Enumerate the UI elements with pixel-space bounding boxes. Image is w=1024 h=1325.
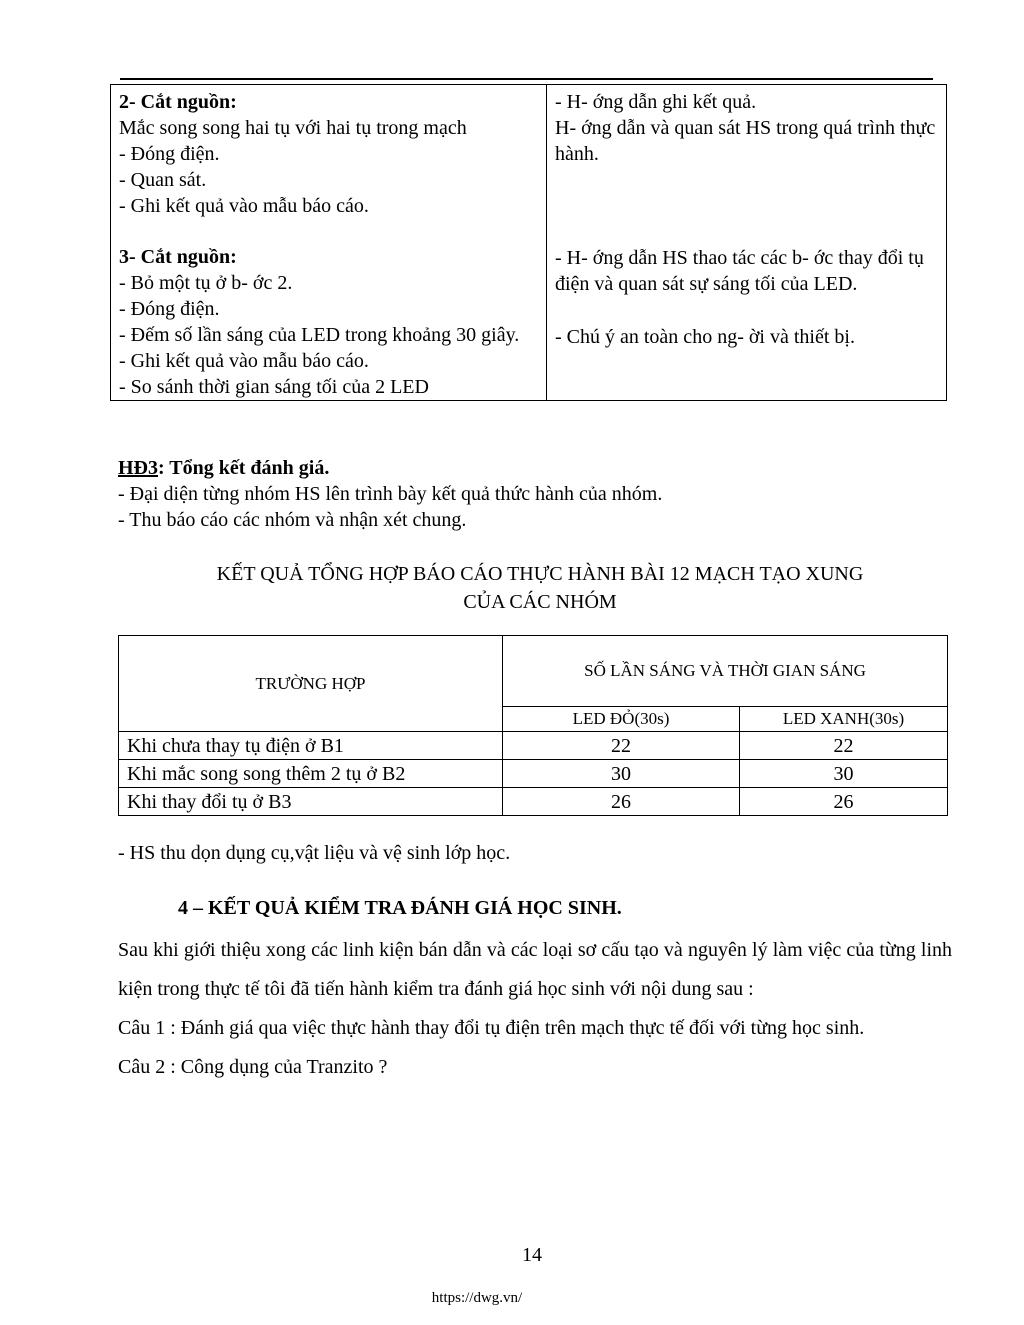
steps-table	[110, 84, 947, 401]
report-title-line: CỦA CÁC NHÓM	[463, 591, 617, 613]
step-3-heading: 3- Cắt nguồn:	[119, 246, 237, 268]
question-2: Câu 2 : Công dụng của Tranzito ?	[118, 1056, 388, 1078]
question-1: Câu 1 : Đánh giá qua việc thực hành thay đổi tụ điện trên mạch thực tế đối với từng học sinh.	[118, 1017, 865, 1039]
step-row	[111, 85, 947, 401]
body-paragraph: Sau khi giới thiệu xong các linh kiện bán dẫn và các loại sơ cấu tạo và nguyên lý làm việc của từng linh kiện trong thực tế tôi đã tiến hành kiểm tra đánh giá học sinh với nội dung sau :	[118, 939, 952, 1000]
cleanup-note: - HS thu dọn dụng cụ,vật liệu và vệ sinh lớp học.	[118, 842, 511, 864]
guidance-line: - H- ớng dẫn ghi kết quả.	[555, 91, 757, 113]
column-header-group: SỐ LẦN SÁNG VÀ THỜI GIAN SÁNG	[503, 636, 948, 707]
table-row	[119, 732, 948, 760]
column-header-case: TRƯỜNG HỢP	[119, 636, 503, 732]
hd3-label: HĐ3	[118, 457, 158, 479]
case-cell: Khi thay đổi tụ ở B3	[119, 788, 503, 816]
step-2-line: - Quan sát.	[119, 169, 207, 191]
step-2-line: - Đóng điện.	[119, 143, 220, 165]
results-table	[118, 635, 948, 816]
guidance-line: H- ớng dẫn và quan sát HS trong quá trình thực hành.	[555, 117, 936, 165]
guidance-line: - H- ớng dẫn HS thao tác các b- ớc thay đổi tụ điện và quan sát sự sáng tối của LED.	[555, 247, 924, 295]
table-row	[119, 760, 948, 788]
hd3-section	[118, 455, 662, 533]
hd3-line: - Thu báo cáo các nhóm và nhận xét chung.	[118, 509, 467, 531]
spacer	[119, 219, 546, 244]
step-2-heading: 2- Cắt nguồn:	[119, 91, 237, 113]
header-rule	[120, 78, 933, 80]
column-header-red-led: LED ĐỎ(30s)	[503, 707, 740, 732]
step-3-line: - Đếm số lần sáng của LED trong khoảng 30 giây.	[119, 324, 520, 346]
case-cell: Khi chưa thay tụ điện ở B1	[119, 732, 503, 760]
report-title-line: KẾT QUẢ TỔNG HỢP BÁO CÁO THỰC HÀNH BÀI 12 MẠCH TẠO XUNG	[216, 563, 864, 585]
page-number: 14	[522, 1244, 542, 1266]
teacher-guidance-cell	[547, 85, 947, 401]
column-header-green-led: LED XANH(30s)	[740, 707, 948, 732]
table-row	[119, 788, 948, 816]
spacer	[555, 297, 946, 324]
hd3-line: - Đại diện từng nhóm HS lên trình bày kết quả thức hành của nhóm.	[118, 483, 663, 505]
hd3-title: : Tổng kết đánh giá.	[158, 457, 330, 479]
red-count-cell: 26	[503, 788, 740, 816]
step-3-line: - Bỏ một tụ ở b- ớc 2.	[119, 272, 293, 294]
green-count-cell: 22	[740, 732, 948, 760]
step-2-student-cell	[111, 85, 547, 401]
red-count-cell: 30	[503, 760, 740, 788]
step-3-line: - Đóng điện.	[119, 298, 220, 320]
step-3-line: - So sánh thời gian sáng tối của 2 LED	[119, 376, 429, 398]
report-title	[110, 560, 970, 616]
case-cell: Khi mắc song song thêm 2 tụ ở B2	[119, 760, 503, 788]
section-body	[118, 931, 952, 1087]
section-heading: 4 – KẾT QUẢ KIỂM TRA ĐÁNH GIÁ HỌC SINH.	[178, 897, 622, 919]
guidance-line: - Chú ý an toàn cho ng- ời và thiết bị.	[555, 326, 855, 348]
step-3-line: - Ghi kết quả vào mẫu báo cáo.	[119, 350, 369, 372]
green-count-cell: 30	[740, 760, 948, 788]
footer-url: https://dwg.vn/	[431, 1290, 523, 1306]
red-count-cell: 22	[503, 732, 740, 760]
spacer	[555, 167, 946, 245]
step-2-line: - Ghi kết quả vào mẫu báo cáo.	[119, 195, 369, 217]
green-count-cell: 26	[740, 788, 948, 816]
step-2-line: Mắc song song hai tụ với hai tụ trong mạch	[119, 117, 467, 139]
